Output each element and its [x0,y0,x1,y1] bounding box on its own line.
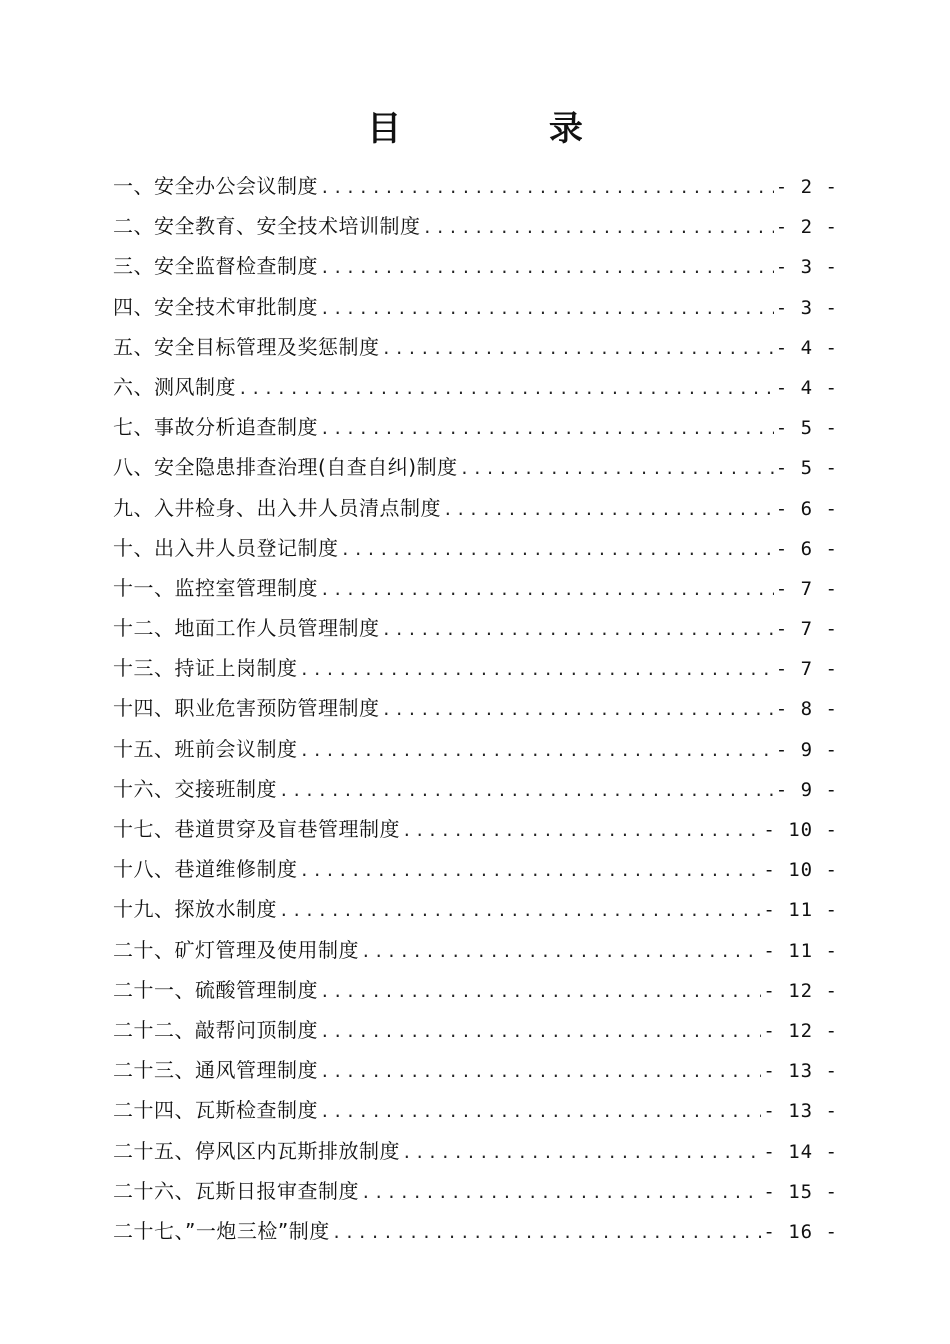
toc-entry[interactable] [113,608,838,648]
page-title: 目 录 [367,109,651,149]
toc-entry-label: 十四、职业危害预防管理制度 [113,696,380,721]
toc-page-number: - 5 - [775,417,838,440]
toc-page-number: - 7 - [775,618,838,641]
toc-page-number: - 11 - [763,899,838,922]
toc-page-number: - 5 - [775,457,838,480]
toc-dot-leader [320,1092,761,1132]
toc-page-number: - 14 - [763,1140,838,1163]
toc-entry-label: 二十三、通风管理制度 [113,1058,318,1083]
toc-dot-leader [332,1213,762,1253]
toc-page-number: - 3 - [775,296,838,319]
toc-entry-label: 十七、巷道贯穿及盲巷管理制度 [113,817,400,841]
toc-entry[interactable] [113,407,838,447]
toc-page-number: - 3 - [775,256,838,279]
toc-page-number: - 9 - [775,778,838,801]
toc-entry-label: 二十一、硫酸管理制度 [113,977,318,1002]
toc-page-number: - 15 - [763,1180,838,1203]
toc-dot-leader [320,1052,761,1092]
toc-entry-label: 八、安全隐患排查治理(自查自纠)制度 [113,455,458,480]
toc-page-number: - 6 - [775,537,838,560]
toc-entry[interactable] [113,1050,838,1090]
toc-page-number: - 13 - [763,1100,838,1123]
toc-entry-label: 二十六、瓦斯日报审查制度 [113,1178,359,1203]
toc-dot-leader [300,851,762,891]
toc-entry[interactable] [113,528,838,568]
toc-dot-leader [320,972,761,1012]
toc-entry[interactable] [113,889,838,929]
toc-entry[interactable] [113,1131,838,1171]
toc-entry-label: 十九、探放水制度 [113,897,277,922]
toc-entry-label: 十六、交接班制度 [113,776,277,801]
toc-entry[interactable] [113,809,838,849]
toc-dot-leader [320,1012,761,1052]
toc-dot-leader [402,1133,761,1173]
toc-entry[interactable] [113,327,838,367]
toc-entry-label: 七、事故分析追查制度 [113,415,318,440]
toc-entry[interactable] [113,970,838,1010]
toc-entry-label: 二十四、瓦斯检查制度 [113,1098,318,1123]
toc-entry[interactable] [113,769,838,809]
toc-entry-label: 二十七、”一炮三检”制度 [113,1218,330,1243]
toc-page-number: - 4 - [775,336,838,359]
toc-page-number: - 6 - [775,497,838,520]
toc-entry-label: 十三、持证上岗制度 [113,656,298,681]
toc-page-number: - 10 - [763,859,838,882]
toc-dot-leader [320,570,774,610]
toc-entry-label: 十八、巷道维修制度 [113,857,298,882]
toc-page-number: - 9 - [775,738,838,761]
toc-entry[interactable] [113,246,838,286]
toc-dot-leader [460,449,774,489]
toc-dot-leader [320,409,774,449]
toc-entry-label: 十二、地面工作人员管理制度 [113,616,380,641]
toc-entry[interactable] [113,1090,838,1130]
toc-entry[interactable] [113,447,838,487]
toc-entry[interactable] [113,488,838,528]
toc-entry[interactable] [113,287,838,327]
toc-page-number: - 7 - [775,658,838,681]
toc-dot-leader [423,208,774,248]
toc-dot-leader [382,690,774,730]
toc-dot-leader [320,168,774,208]
toc-entry-label: 十一、监控室管理制度 [113,575,318,600]
toc-dot-leader [402,811,761,851]
toc-dot-leader [279,771,774,811]
toc-entry-label: 五、安全目标管理及奖惩制度 [113,334,380,359]
toc-entry-label: 十、出入井人员登记制度 [113,535,339,560]
toc-dot-leader [382,329,774,369]
toc-entry[interactable] [113,849,838,889]
toc-dot-leader [320,248,774,288]
toc-entry-label: 二十二、敲帮问顶制度 [113,1017,318,1042]
toc-entry[interactable] [113,688,838,728]
toc-entry-label: 九、入井检身、出入井人员清点制度 [113,495,441,520]
toc-page-number: - 7 - [775,577,838,600]
toc-dot-leader [279,891,761,931]
toc-page-number: - 10 - [763,819,838,841]
toc-entry[interactable] [113,1211,838,1251]
toc-entry[interactable] [113,367,838,407]
toc-dot-leader [361,932,761,972]
toc-page-number: - 16 - [763,1220,838,1243]
toc-entry[interactable] [113,930,838,970]
toc-entry-label: 二十五、停风区内瓦斯排放制度 [113,1138,400,1163]
toc-entry[interactable] [113,1010,838,1050]
toc-entry[interactable] [113,166,838,206]
toc-page-number: - 2 - [775,176,838,198]
toc-dot-leader [320,289,774,329]
toc-page-number: - 11 - [763,939,838,962]
toc-page-number: - 12 - [763,1019,838,1042]
toc-entry[interactable] [113,729,838,769]
toc-page-number: - 13 - [763,1060,838,1083]
toc-dot-leader [300,650,774,690]
toc-entry-label: 三、安全监督检查制度 [113,254,318,279]
toc-page-number: - 4 - [775,376,838,399]
toc-entry[interactable] [113,568,838,608]
table-of-contents [113,166,838,1251]
toc-entry-label: 十五、班前会议制度 [113,736,298,761]
toc-page-number: - 12 - [763,979,838,1002]
toc-dot-leader [341,530,774,570]
toc-entry-label: 二、安全教育、安全技术培训制度 [113,214,421,239]
toc-dot-leader [443,490,774,530]
toc-entry-label: 六、测风制度 [113,374,236,399]
toc-entry-label: 二十、矿灯管理及使用制度 [113,937,359,962]
toc-dot-leader [300,731,774,771]
toc-page-number: - 8 - [775,698,838,721]
toc-page-number: - 2 - [775,216,838,239]
toc-dot-leader [382,610,774,650]
toc-entry[interactable] [113,648,838,688]
toc-entry[interactable] [113,206,838,246]
toc-entry-label: 一、安全办公会议制度 [113,174,318,198]
toc-entry-label: 四、安全技术审批制度 [113,294,318,319]
toc-entry[interactable] [113,1171,838,1211]
toc-dot-leader [361,1173,761,1213]
toc-dot-leader [238,369,774,409]
